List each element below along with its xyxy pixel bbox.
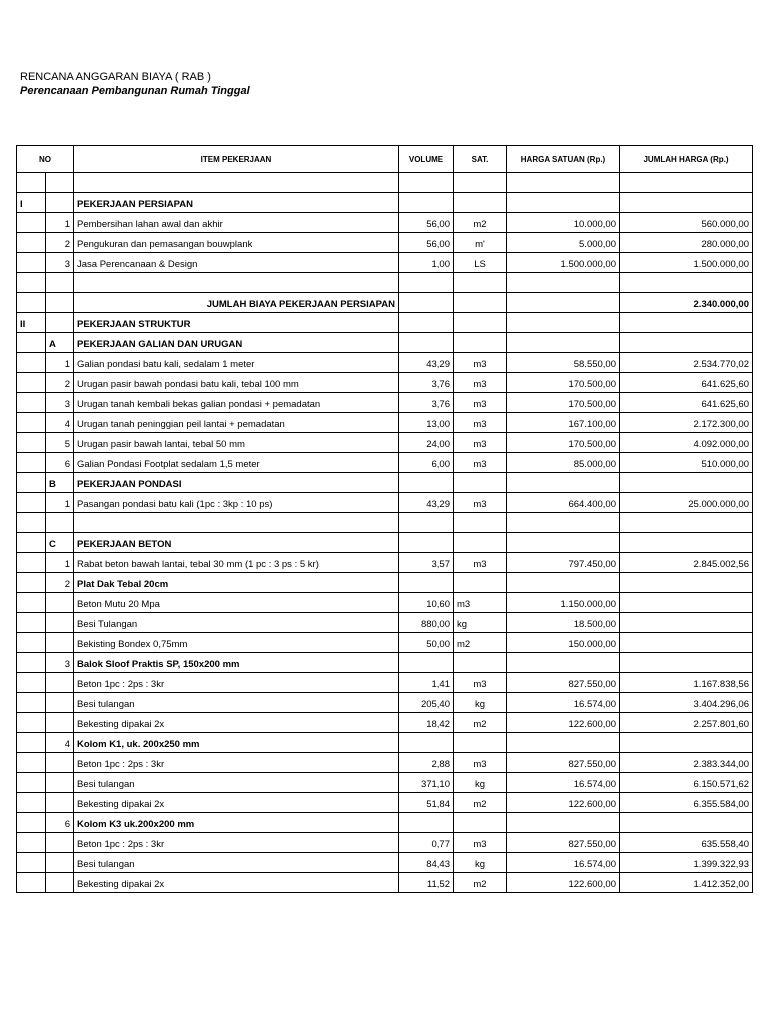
item-volume: 3,76 bbox=[399, 373, 454, 393]
item-description: Beton 1pc : 2ps : 3kr bbox=[74, 833, 399, 853]
item-total-price: 25.000.000,00 bbox=[620, 493, 753, 513]
table-row bbox=[17, 653, 753, 673]
item-unit: m2 bbox=[454, 793, 507, 813]
item-description: Pengukuran dan pemasangan bouwplank bbox=[74, 233, 399, 253]
table-cell bbox=[17, 413, 46, 433]
item-volume: 10,60 bbox=[399, 593, 454, 613]
table-cell bbox=[17, 213, 46, 233]
table-cell bbox=[17, 333, 46, 353]
table-row bbox=[17, 813, 753, 833]
item-description: Bekesting dipakai 2x bbox=[74, 713, 399, 733]
item-total-price: 635.558,40 bbox=[620, 833, 753, 853]
table-row bbox=[17, 873, 753, 893]
item-total-price: 1.399.322,93 bbox=[620, 853, 753, 873]
table-cell bbox=[507, 813, 620, 833]
item-total-price: 4.092.000,00 bbox=[620, 433, 753, 453]
table-cell bbox=[399, 193, 454, 213]
item-volume: 1,41 bbox=[399, 673, 454, 693]
col-header-item: ITEM PEKERJAAN bbox=[74, 146, 399, 173]
item-number bbox=[46, 853, 74, 873]
table-cell bbox=[17, 613, 46, 633]
item-unit: m3 bbox=[454, 413, 507, 433]
item-unit-price: 18.500,00 bbox=[507, 613, 620, 633]
table-row bbox=[17, 753, 753, 773]
item-number: 1 bbox=[46, 213, 74, 233]
table-header-row bbox=[17, 146, 753, 173]
table-cell bbox=[17, 573, 46, 593]
item-unit-price: 1.500.000,00 bbox=[507, 253, 620, 273]
table-cell bbox=[454, 473, 507, 493]
item-number: 6 bbox=[46, 813, 74, 833]
table-cell bbox=[507, 333, 620, 353]
item-unit-price: 827.550,00 bbox=[507, 753, 620, 773]
table-row bbox=[17, 713, 753, 733]
item-description: Bekesting dipakai 2x bbox=[74, 873, 399, 893]
table-cell bbox=[17, 353, 46, 373]
item-unit: m3 bbox=[454, 673, 507, 693]
item-total-price bbox=[620, 593, 753, 613]
item-number bbox=[46, 593, 74, 613]
item-volume: 205,40 bbox=[399, 693, 454, 713]
item-total-price: 1.167.838,56 bbox=[620, 673, 753, 693]
item-description: Jasa Perencanaan & Design bbox=[74, 253, 399, 273]
table-cell bbox=[620, 533, 753, 553]
item-total-price: 1.500.000,00 bbox=[620, 253, 753, 273]
item-unit: kg bbox=[454, 613, 507, 633]
item-number bbox=[46, 833, 74, 853]
item-description: Urugan pasir bawah pondasi batu kali, tebal 100 mm bbox=[74, 373, 399, 393]
table-cell bbox=[454, 573, 507, 593]
item-unit-price: 150.000,00 bbox=[507, 633, 620, 653]
table-cell bbox=[454, 193, 507, 213]
col-header-volume: VOLUME bbox=[399, 146, 454, 173]
subsection-title: PEKERJAAN GALIAN DAN URUGAN bbox=[74, 333, 399, 353]
item-total-price: 2.534.770,02 bbox=[620, 353, 753, 373]
item-description: Besi tulangan bbox=[74, 773, 399, 793]
table-row bbox=[17, 853, 753, 873]
table-row bbox=[17, 433, 753, 453]
table-cell bbox=[17, 833, 46, 853]
table-row bbox=[17, 233, 753, 253]
item-number bbox=[46, 793, 74, 813]
table-cell bbox=[454, 513, 507, 533]
table-row bbox=[17, 673, 753, 693]
item-total-price: 510.000,00 bbox=[620, 453, 753, 473]
document-title: RENCANA ANGGARAN BIAYA ( RAB ) bbox=[20, 71, 211, 83]
item-unit-price: 1.150.000,00 bbox=[507, 593, 620, 613]
table-row bbox=[17, 353, 753, 373]
table-cell bbox=[17, 873, 46, 893]
table-cell bbox=[17, 513, 46, 533]
table-cell bbox=[46, 513, 74, 533]
table-cell bbox=[17, 673, 46, 693]
table-cell bbox=[399, 313, 454, 333]
item-number bbox=[46, 773, 74, 793]
table-cell bbox=[620, 653, 753, 673]
subsection-letter: C bbox=[46, 533, 74, 553]
item-description: Urugan tanah kembali bekas galian pondasi + pemadatan bbox=[74, 393, 399, 413]
table-row bbox=[17, 533, 753, 553]
item-title: Kolom K1, uk. 200x250 mm bbox=[74, 733, 399, 753]
table-cell bbox=[620, 173, 753, 193]
table-cell bbox=[620, 313, 753, 333]
item-total-price bbox=[620, 613, 753, 633]
table-row bbox=[17, 453, 753, 473]
table-row bbox=[17, 553, 753, 573]
table-row bbox=[17, 213, 753, 233]
table-cell bbox=[620, 733, 753, 753]
item-title: Balok Sloof Praktis SP, 150x200 mm bbox=[74, 653, 399, 673]
item-number: 1 bbox=[46, 353, 74, 373]
blank-row bbox=[17, 513, 753, 533]
table-row bbox=[17, 253, 753, 273]
item-unit-price: 664.400,00 bbox=[507, 493, 620, 513]
table-cell bbox=[17, 813, 46, 833]
sum-label: JUMLAH BIAYA PEKERJAAN PERSIAPAN bbox=[74, 293, 399, 313]
table-cell bbox=[507, 473, 620, 493]
table-row bbox=[17, 633, 753, 653]
table-cell bbox=[17, 293, 46, 313]
item-number: 3 bbox=[46, 393, 74, 413]
table-cell bbox=[17, 793, 46, 813]
table-cell bbox=[17, 853, 46, 873]
item-volume: 13,00 bbox=[399, 413, 454, 433]
table-cell bbox=[17, 693, 46, 713]
table-cell bbox=[399, 813, 454, 833]
section-number: I bbox=[17, 193, 46, 213]
table-cell bbox=[399, 173, 454, 193]
table-row bbox=[17, 613, 753, 633]
item-number: 5 bbox=[46, 433, 74, 453]
table-cell bbox=[17, 593, 46, 613]
col-header-no: NO bbox=[17, 146, 74, 173]
document-subtitle: Perencanaan Pembangunan Rumah Tinggal bbox=[20, 85, 250, 97]
item-number: 3 bbox=[46, 653, 74, 673]
item-total-price: 641.625,60 bbox=[620, 393, 753, 413]
item-unit-price: 827.550,00 bbox=[507, 673, 620, 693]
subsection-letter: A bbox=[46, 333, 74, 353]
item-total-price: 6.150.571,62 bbox=[620, 773, 753, 793]
blank-row bbox=[17, 173, 753, 193]
item-unit-price: 827.550,00 bbox=[507, 833, 620, 853]
table-row bbox=[17, 333, 753, 353]
table-cell bbox=[17, 533, 46, 553]
table-row bbox=[17, 493, 753, 513]
item-total-price: 2.172.300,00 bbox=[620, 413, 753, 433]
item-description: Besi tulangan bbox=[74, 853, 399, 873]
item-total-price: 6.355.584,00 bbox=[620, 793, 753, 813]
table-cell bbox=[620, 573, 753, 593]
table-cell bbox=[17, 473, 46, 493]
item-unit: kg bbox=[454, 853, 507, 873]
sum-row bbox=[17, 293, 753, 313]
item-unit-price: 122.600,00 bbox=[507, 793, 620, 813]
item-total-price: 280.000,00 bbox=[620, 233, 753, 253]
item-total-price: 3.404.296,06 bbox=[620, 693, 753, 713]
col-header-total-price: JUMLAH HARGA (Rp.) bbox=[620, 146, 753, 173]
item-volume: 0,77 bbox=[399, 833, 454, 853]
table-cell bbox=[507, 173, 620, 193]
table-cell bbox=[399, 573, 454, 593]
table-cell bbox=[46, 193, 74, 213]
table-row bbox=[17, 313, 753, 333]
item-description: Beton Mutu 20 Mpa bbox=[74, 593, 399, 613]
table-cell bbox=[17, 433, 46, 453]
item-volume: 6,00 bbox=[399, 453, 454, 473]
item-unit-price: 16.574,00 bbox=[507, 693, 620, 713]
col-header-unit-price: HARGA SATUAN (Rp.) bbox=[507, 146, 620, 173]
item-unit-price: 167.100,00 bbox=[507, 413, 620, 433]
item-number: 2 bbox=[46, 573, 74, 593]
table-cell bbox=[507, 293, 620, 313]
item-total-price: 2.257.801,60 bbox=[620, 713, 753, 733]
section-title: PEKERJAAN PERSIAPAN bbox=[74, 193, 399, 213]
table-cell bbox=[620, 273, 753, 293]
table-cell bbox=[74, 173, 399, 193]
table-cell bbox=[17, 253, 46, 273]
table-cell bbox=[507, 513, 620, 533]
item-unit: m2 bbox=[454, 633, 507, 653]
subsection-letter: B bbox=[46, 473, 74, 493]
table-cell bbox=[74, 513, 399, 533]
table-cell bbox=[620, 333, 753, 353]
item-number bbox=[46, 693, 74, 713]
item-description: Besi tulangan bbox=[74, 693, 399, 713]
table-cell bbox=[454, 733, 507, 753]
item-title: Kolom K3 uk.200x200 mm bbox=[74, 813, 399, 833]
item-total-price: 2.845.002,56 bbox=[620, 553, 753, 573]
item-unit-price: 5.000,00 bbox=[507, 233, 620, 253]
item-number: 3 bbox=[46, 253, 74, 273]
table-cell bbox=[74, 273, 399, 293]
item-total-price: 1.412.352,00 bbox=[620, 873, 753, 893]
item-volume: 3,57 bbox=[399, 553, 454, 573]
item-unit: LS bbox=[454, 253, 507, 273]
table-cell bbox=[454, 533, 507, 553]
table-row bbox=[17, 393, 753, 413]
item-volume: 1,00 bbox=[399, 253, 454, 273]
item-number: 4 bbox=[46, 413, 74, 433]
item-total-price: 2.383.344,00 bbox=[620, 753, 753, 773]
item-number bbox=[46, 633, 74, 653]
item-description: Urugan tanah peninggian peil lantai + pemadatan bbox=[74, 413, 399, 433]
budget-table bbox=[16, 145, 753, 893]
table-row bbox=[17, 373, 753, 393]
table-row bbox=[17, 413, 753, 433]
item-unit-price: 85.000,00 bbox=[507, 453, 620, 473]
item-description: Bekesting dipakai 2x bbox=[74, 793, 399, 813]
item-description: Pasangan pondasi batu kali (1pc : 3kp : 10 ps) bbox=[74, 493, 399, 513]
table-cell bbox=[620, 193, 753, 213]
item-unit: kg bbox=[454, 773, 507, 793]
item-volume: 371,10 bbox=[399, 773, 454, 793]
item-unit-price: 122.600,00 bbox=[507, 873, 620, 893]
table-row bbox=[17, 593, 753, 613]
item-unit: m3 bbox=[454, 493, 507, 513]
item-volume: 51,84 bbox=[399, 793, 454, 813]
subsection-title: PEKERJAAN PONDASI bbox=[74, 473, 399, 493]
item-unit-price: 797.450,00 bbox=[507, 553, 620, 573]
item-description: Beton 1pc : 2ps : 3kr bbox=[74, 753, 399, 773]
table-cell bbox=[399, 513, 454, 533]
table-cell bbox=[46, 173, 74, 193]
table-cell bbox=[454, 333, 507, 353]
table-cell bbox=[17, 553, 46, 573]
item-volume: 43,29 bbox=[399, 353, 454, 373]
table-row bbox=[17, 193, 753, 213]
item-unit-price: 58.550,00 bbox=[507, 353, 620, 373]
table-cell bbox=[17, 733, 46, 753]
item-unit: m3 bbox=[454, 373, 507, 393]
item-number: 6 bbox=[46, 453, 74, 473]
table-row bbox=[17, 473, 753, 493]
table-cell bbox=[454, 813, 507, 833]
col-header-unit: SAT. bbox=[454, 146, 507, 173]
blank-row bbox=[17, 273, 753, 293]
table-cell bbox=[507, 653, 620, 673]
item-unit: kg bbox=[454, 693, 507, 713]
item-number: 2 bbox=[46, 373, 74, 393]
item-unit: m3 bbox=[454, 753, 507, 773]
item-volume: 50,00 bbox=[399, 633, 454, 653]
item-unit: m3 bbox=[454, 593, 507, 613]
table-cell bbox=[507, 313, 620, 333]
table-cell bbox=[17, 373, 46, 393]
table-cell bbox=[46, 273, 74, 293]
section-number: II bbox=[17, 313, 46, 333]
table-cell bbox=[507, 273, 620, 293]
subsection-title: PEKERJAAN BETON bbox=[74, 533, 399, 553]
table-cell bbox=[17, 713, 46, 733]
table-cell bbox=[17, 233, 46, 253]
item-total-price bbox=[620, 633, 753, 653]
item-title: Plat Dak Tebal 20cm bbox=[74, 573, 399, 593]
table-row bbox=[17, 693, 753, 713]
item-unit: m' bbox=[454, 233, 507, 253]
table-cell bbox=[46, 313, 74, 333]
table-cell bbox=[454, 293, 507, 313]
item-unit: m3 bbox=[454, 833, 507, 853]
table-cell bbox=[454, 653, 507, 673]
table-cell bbox=[620, 813, 753, 833]
item-unit: m2 bbox=[454, 713, 507, 733]
table-cell bbox=[454, 173, 507, 193]
item-number bbox=[46, 613, 74, 633]
table-cell bbox=[17, 753, 46, 773]
table-row bbox=[17, 773, 753, 793]
table-cell bbox=[17, 493, 46, 513]
item-description: Rabat beton bawah lantai, tebal 30 mm (1 pc : 3 ps : 5 kr) bbox=[74, 553, 399, 573]
table-cell bbox=[454, 273, 507, 293]
table-cell bbox=[399, 333, 454, 353]
item-unit: m3 bbox=[454, 353, 507, 373]
table-cell bbox=[399, 533, 454, 553]
item-description: Galian pondasi batu kali, sedalam 1 meter bbox=[74, 353, 399, 373]
item-volume: 56,00 bbox=[399, 213, 454, 233]
sum-value: 2.340.000,00 bbox=[620, 293, 753, 313]
item-volume: 18,42 bbox=[399, 713, 454, 733]
item-number bbox=[46, 673, 74, 693]
item-number bbox=[46, 873, 74, 893]
item-unit-price: 16.574,00 bbox=[507, 773, 620, 793]
table-cell bbox=[507, 733, 620, 753]
item-unit-price: 16.574,00 bbox=[507, 853, 620, 873]
item-description: Pembersihan lahan awal dan akhir bbox=[74, 213, 399, 233]
table-cell bbox=[399, 733, 454, 753]
item-description: Urugan pasir bawah lantai, tebal 50 mm bbox=[74, 433, 399, 453]
table-cell bbox=[17, 453, 46, 473]
section-title: PEKERJAAN STRUKTUR bbox=[74, 313, 399, 333]
table-cell bbox=[399, 473, 454, 493]
table-row bbox=[17, 573, 753, 593]
item-unit-price: 170.500,00 bbox=[507, 393, 620, 413]
item-number bbox=[46, 753, 74, 773]
table-cell bbox=[507, 573, 620, 593]
table-cell bbox=[17, 653, 46, 673]
item-unit-price: 10.000,00 bbox=[507, 213, 620, 233]
item-unit-price: 122.600,00 bbox=[507, 713, 620, 733]
item-volume: 24,00 bbox=[399, 433, 454, 453]
item-unit: m3 bbox=[454, 433, 507, 453]
table-cell bbox=[399, 653, 454, 673]
table-cell bbox=[17, 173, 46, 193]
table-cell bbox=[454, 313, 507, 333]
item-unit: m3 bbox=[454, 393, 507, 413]
table-cell bbox=[17, 773, 46, 793]
item-volume: 43,29 bbox=[399, 493, 454, 513]
table-body bbox=[17, 173, 753, 893]
table-cell bbox=[399, 293, 454, 313]
item-number: 1 bbox=[46, 553, 74, 573]
table-cell bbox=[507, 533, 620, 553]
item-total-price: 641.625,60 bbox=[620, 373, 753, 393]
table-cell bbox=[399, 273, 454, 293]
table-row bbox=[17, 793, 753, 813]
item-number bbox=[46, 713, 74, 733]
item-unit: m2 bbox=[454, 213, 507, 233]
item-unit: m3 bbox=[454, 453, 507, 473]
item-volume: 56,00 bbox=[399, 233, 454, 253]
item-description: Galian Pondasi Footplat sedalam 1,5 meter bbox=[74, 453, 399, 473]
table-row bbox=[17, 733, 753, 753]
table-cell bbox=[17, 633, 46, 653]
item-unit: m2 bbox=[454, 873, 507, 893]
item-total-price: 560.000,00 bbox=[620, 213, 753, 233]
table-cell bbox=[17, 273, 46, 293]
item-number: 4 bbox=[46, 733, 74, 753]
item-volume: 3,76 bbox=[399, 393, 454, 413]
item-unit-price: 170.500,00 bbox=[507, 373, 620, 393]
item-unit-price: 170.500,00 bbox=[507, 433, 620, 453]
item-volume: 2,88 bbox=[399, 753, 454, 773]
table-row bbox=[17, 833, 753, 853]
item-volume: 11,52 bbox=[399, 873, 454, 893]
table-cell bbox=[46, 293, 74, 313]
item-unit: m3 bbox=[454, 553, 507, 573]
item-description: Bekisting Bondex 0,75mm bbox=[74, 633, 399, 653]
table-cell bbox=[17, 393, 46, 413]
item-volume: 880,00 bbox=[399, 613, 454, 633]
item-description: Beton 1pc : 2ps : 3kr bbox=[74, 673, 399, 693]
item-number: 2 bbox=[46, 233, 74, 253]
item-volume: 84,43 bbox=[399, 853, 454, 873]
table-cell bbox=[620, 473, 753, 493]
table-cell bbox=[620, 513, 753, 533]
table-cell bbox=[507, 193, 620, 213]
item-description: Besi Tulangan bbox=[74, 613, 399, 633]
item-number: 1 bbox=[46, 493, 74, 513]
